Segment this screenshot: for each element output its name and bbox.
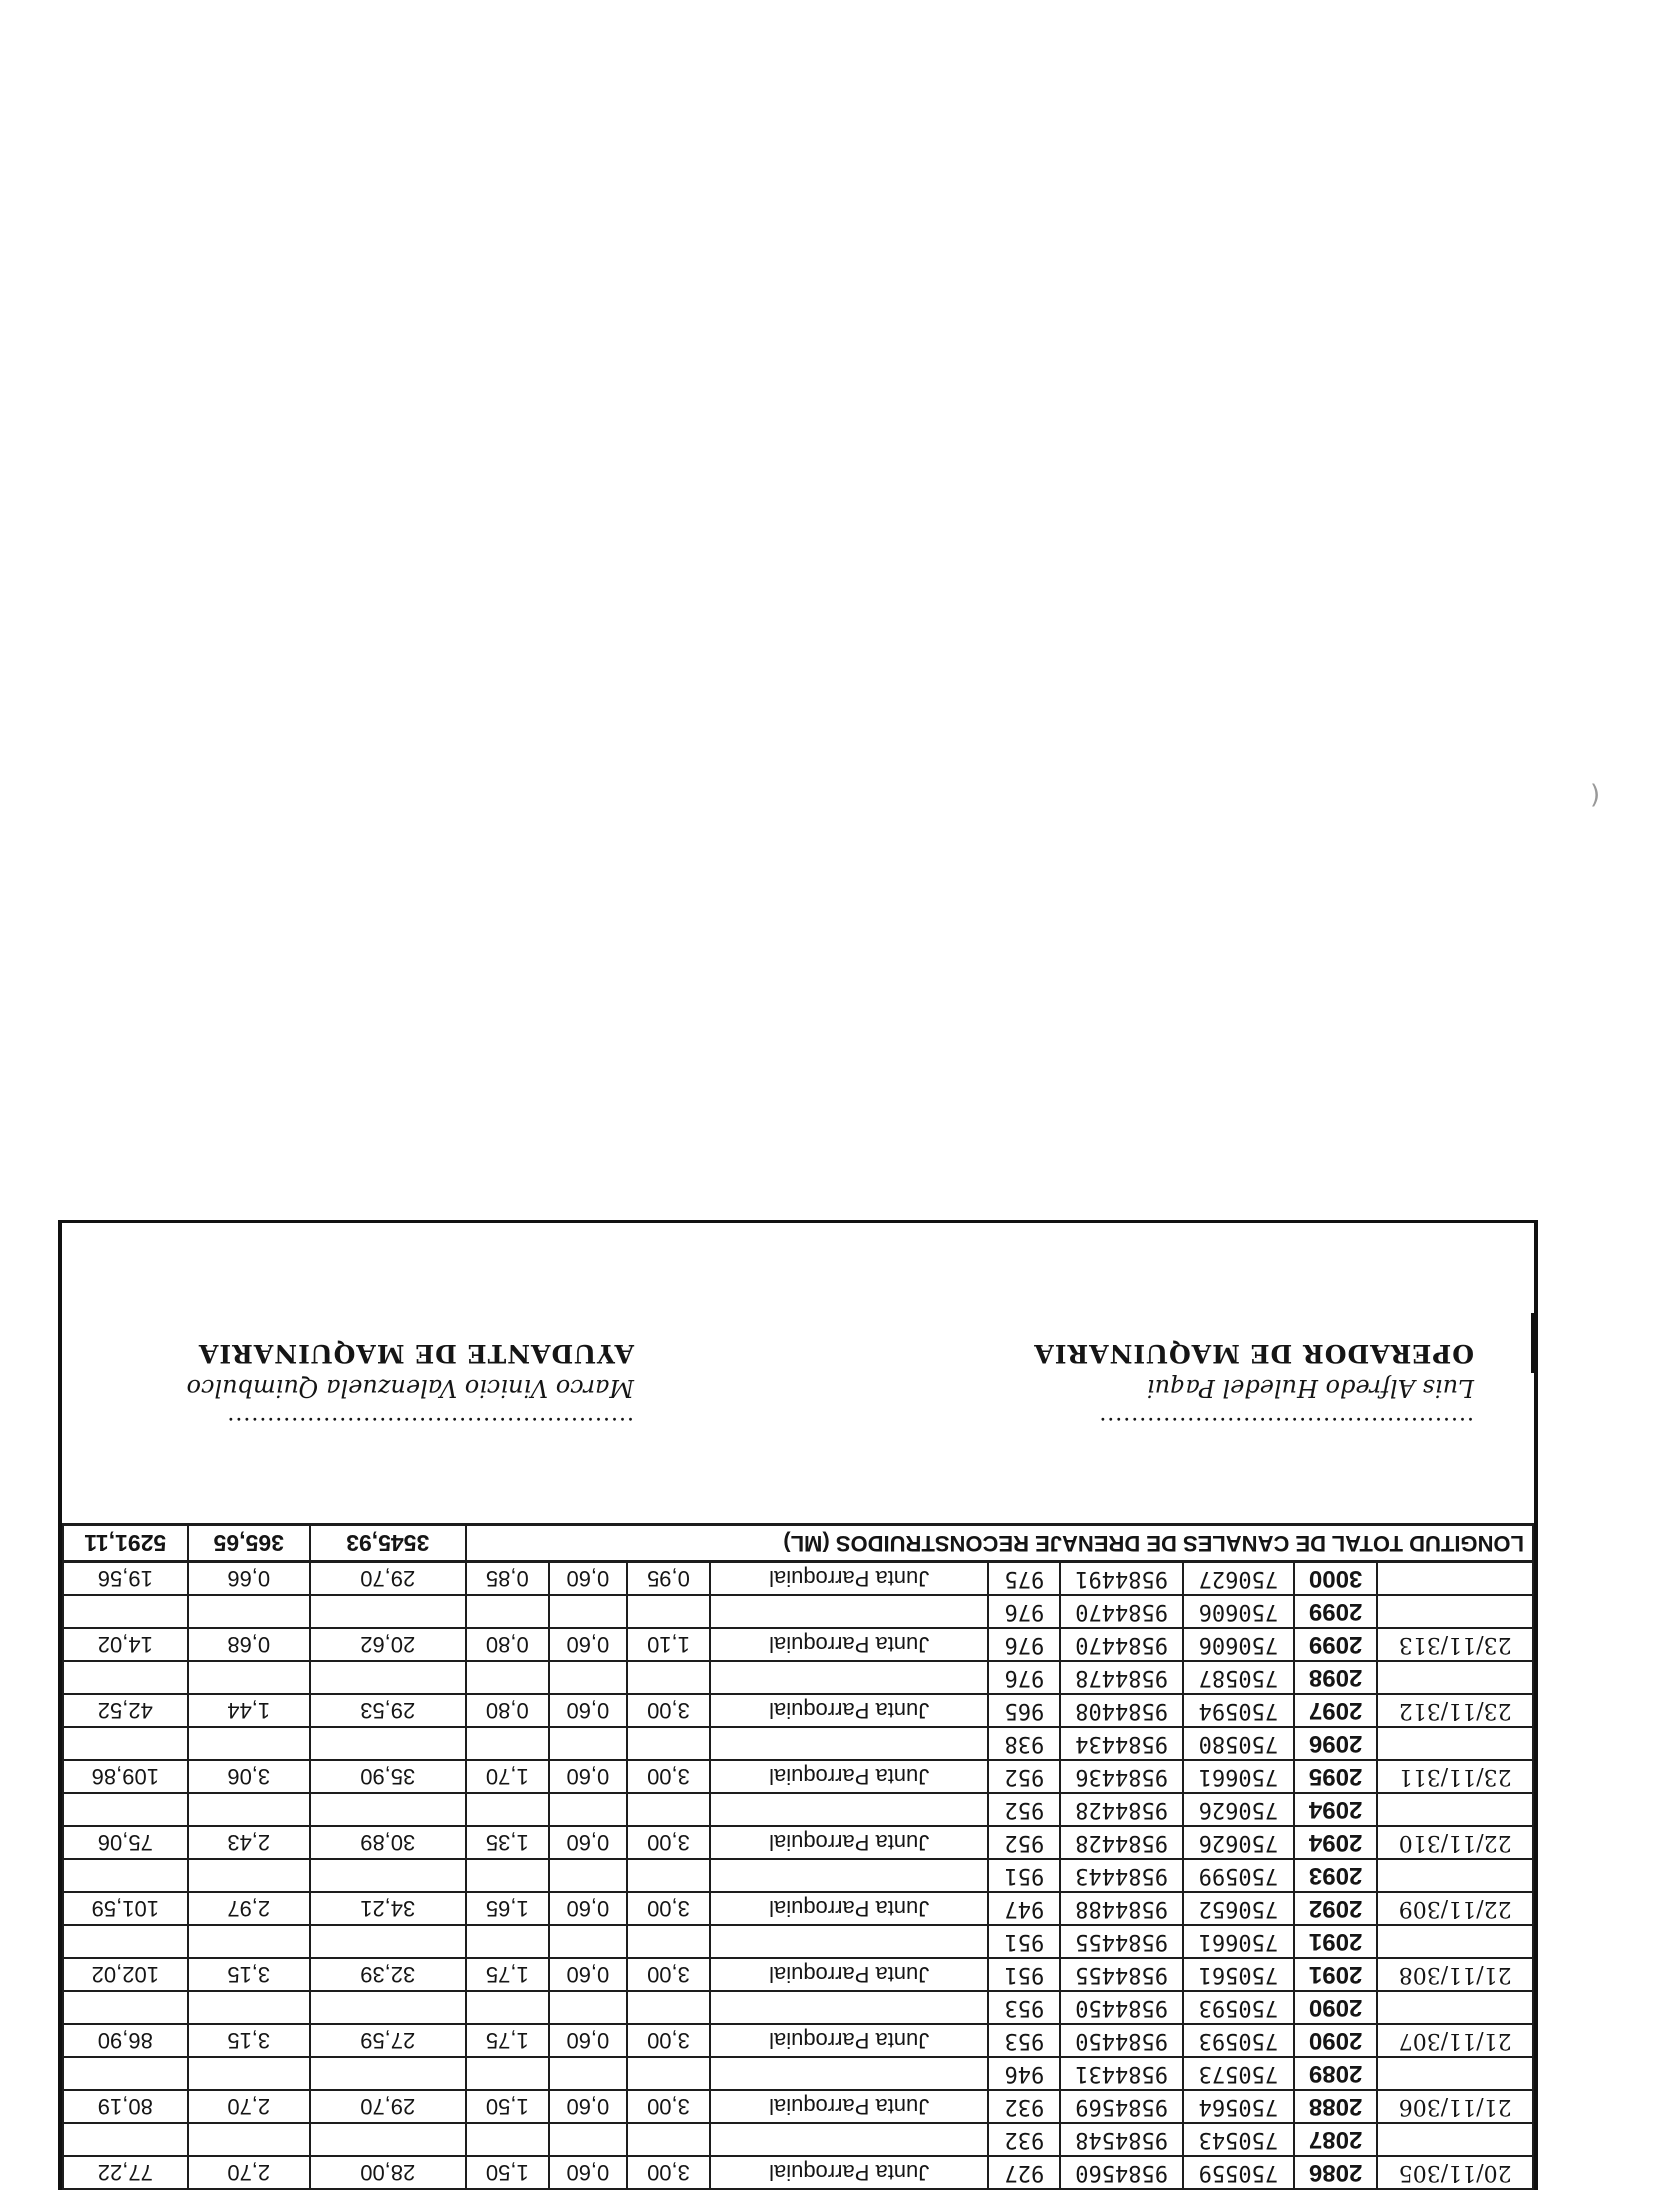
signature-assistant — [187, 1339, 634, 1437]
cell-length: 32,39 — [310, 1958, 466, 1991]
cell-elevation: 976 — [988, 1628, 1060, 1661]
cell-length: 34,21 — [310, 1892, 466, 1925]
cell-length: 30,89 — [310, 1826, 466, 1859]
cell-factor: 1,70 — [466, 1760, 549, 1793]
table-row — [63, 1925, 1533, 1958]
table-row — [63, 1859, 1533, 1892]
cell-factor: 1,50 — [466, 2156, 549, 2189]
cell-point-id: 2099 — [1294, 1595, 1377, 1628]
cell-area — [188, 1727, 310, 1760]
cell-width — [627, 1595, 710, 1628]
total-label: LONGITUD TOTAL DE CANALES DE DRENAJE RECONSTRUIDOS (ML) — [466, 1525, 1533, 1562]
cell-depth: 0,60 — [549, 2090, 627, 2123]
cell-depth — [549, 1859, 627, 1892]
cell-row-date: 23/11/313 — [1377, 1628, 1533, 1661]
cell-coord-y: 9584428 — [1060, 1826, 1182, 1859]
cell-depth: 0,60 — [549, 1628, 627, 1661]
cell-row-date: 22/11/309 — [1377, 1892, 1533, 1925]
table-row — [63, 1793, 1533, 1826]
cell-elevation: 965 — [988, 1694, 1060, 1727]
total-volume: 5291,11 — [63, 1525, 188, 1562]
cell-elevation: 953 — [988, 2024, 1060, 2057]
cell-width: 0,95 — [627, 1562, 710, 1596]
cell-area: 2,43 — [188, 1826, 310, 1859]
cell-elevation: 976 — [988, 1661, 1060, 1694]
cell-length — [310, 1727, 466, 1760]
cell-entity — [710, 1661, 988, 1694]
cell-row-date — [1377, 1562, 1533, 1596]
cell-length: 28,00 — [310, 2156, 466, 2189]
cell-area: 1,44 — [188, 1694, 310, 1727]
cell-area — [188, 1793, 310, 1826]
cell-length: 29,53 — [310, 1694, 466, 1727]
cell-elevation: 947 — [988, 1892, 1060, 1925]
cell-row-date: 21/11/306 — [1377, 2090, 1533, 2123]
cell-elevation: 976 — [988, 1595, 1060, 1628]
cell-length — [310, 1661, 466, 1694]
cell-factor: 0,85 — [466, 1562, 549, 1596]
cell-row-date — [1377, 1595, 1533, 1628]
cell-row-date — [1377, 2123, 1533, 2156]
cell-elevation: 953 — [988, 1991, 1060, 2024]
cell-row-date — [1377, 2057, 1533, 2090]
cell-coord-x: 750573 — [1183, 2057, 1294, 2090]
cell-width — [627, 1661, 710, 1694]
cell-coord-x: 750627 — [1183, 1562, 1294, 1596]
cell-coord-y: 9584450 — [1060, 1991, 1182, 2024]
table-row — [63, 2156, 1533, 2189]
cell-area: 2,70 — [188, 2090, 310, 2123]
cell-volume: 80,19 — [63, 2090, 188, 2123]
table-row — [63, 1595, 1533, 1628]
table-row — [63, 1892, 1533, 1925]
cell-width: 3,00 — [627, 1892, 710, 1925]
total-length: 3545,93 — [310, 1525, 466, 1562]
scanned-sheet — [58, 1170, 1538, 2190]
cell-elevation: 952 — [988, 1793, 1060, 1826]
cell-coord-y: 9584548 — [1060, 2123, 1182, 2156]
cell-area: 3,06 — [188, 1760, 310, 1793]
cell-depth: 0,60 — [549, 2024, 627, 2057]
cell-coord-x: 750661 — [1183, 1925, 1294, 1958]
cell-point-id: 2086 — [1294, 2156, 1377, 2189]
cell-area — [188, 2123, 310, 2156]
cell-area: 0,66 — [188, 1562, 310, 1596]
cell-entity — [710, 1925, 988, 1958]
cell-width — [627, 2057, 710, 2090]
cell-depth: 0,60 — [549, 2156, 627, 2189]
cell-volume — [63, 1661, 188, 1694]
cell-width: 3,00 — [627, 1760, 710, 1793]
cell-row-date: 20/11/305 — [1377, 2156, 1533, 2189]
cell-width — [627, 1859, 710, 1892]
cell-elevation: 951 — [988, 1859, 1060, 1892]
cell-row-date — [1377, 1661, 1533, 1694]
table-row — [63, 1694, 1533, 1727]
cell-length — [310, 1793, 466, 1826]
cell-depth — [549, 1793, 627, 1826]
cell-coord-x: 750661 — [1183, 1760, 1294, 1793]
cell-width — [627, 1991, 710, 2024]
cell-row-date: 23/11/312 — [1377, 1694, 1533, 1727]
cell-entity: Junta Parroquial — [710, 1892, 988, 1925]
cell-factor: 1,75 — [466, 2024, 549, 2057]
cell-entity: Junta Parroquial — [710, 1628, 988, 1661]
cell-elevation: 952 — [988, 1826, 1060, 1859]
assistant-name: Marco Vinicio Valenzuela Quimbulco — [186, 1374, 634, 1402]
cell-coord-x: 750564 — [1183, 2090, 1294, 2123]
cell-depth — [549, 2123, 627, 2156]
cell-coord-x: 750561 — [1183, 1958, 1294, 1991]
cell-row-date — [1377, 1991, 1533, 2024]
cell-factor: 0,80 — [466, 1628, 549, 1661]
margin-mark — [1531, 1313, 1536, 1373]
cell-area: 0,68 — [188, 1628, 310, 1661]
cell-coord-y: 9584569 — [1060, 2090, 1182, 2123]
signature-operator — [1033, 1339, 1474, 1437]
cell-entity: Junta Parroquial — [710, 2024, 988, 2057]
cell-area: 2,70 — [188, 2156, 310, 2189]
cell-width: 3,00 — [627, 2090, 710, 2123]
cell-row-date — [1377, 1925, 1533, 1958]
cell-entity — [710, 1595, 988, 1628]
cell-factor — [466, 1793, 549, 1826]
cell-coord-x: 750594 — [1183, 1694, 1294, 1727]
cell-entity — [710, 1859, 988, 1892]
cell-coord-x: 750599 — [1183, 1859, 1294, 1892]
cell-length — [310, 1859, 466, 1892]
cell-area — [188, 1859, 310, 1892]
cell-length: 35,90 — [310, 1760, 466, 1793]
cell-length — [310, 1595, 466, 1628]
cell-elevation: 975 — [988, 1562, 1060, 1596]
document-body — [58, 1220, 1538, 2190]
cell-coord-x: 750587 — [1183, 1661, 1294, 1694]
cell-coord-x: 750652 — [1183, 1892, 1294, 1925]
cell-elevation: 932 — [988, 2123, 1060, 2156]
cell-coord-y: 9584488 — [1060, 1892, 1182, 1925]
cell-length: 20,62 — [310, 1628, 466, 1661]
cell-volume: 102,02 — [63, 1958, 188, 1991]
cell-elevation: 946 — [988, 2057, 1060, 2090]
cell-depth: 0,60 — [549, 1958, 627, 1991]
drainage-table — [62, 1523, 1534, 2190]
cell-depth — [549, 2057, 627, 2090]
cell-coord-y: 9584434 — [1060, 1727, 1182, 1760]
cell-coord-y: 9584470 — [1060, 1628, 1182, 1661]
cell-depth: 0,60 — [549, 1562, 627, 1596]
cell-volume — [63, 1859, 188, 1892]
table-row — [63, 1562, 1533, 1596]
cell-area: 3,15 — [188, 1958, 310, 1991]
cell-row-date: 22/11/310 — [1377, 1826, 1533, 1859]
cell-width — [627, 2123, 710, 2156]
cell-depth: 0,60 — [549, 1892, 627, 1925]
cell-factor — [466, 2057, 549, 2090]
cell-point-id: 2096 — [1294, 1727, 1377, 1760]
cell-volume: 101,59 — [63, 1892, 188, 1925]
cell-point-id: 2089 — [1294, 2057, 1377, 2090]
cell-entity — [710, 2057, 988, 2090]
cell-coord-y: 9584491 — [1060, 1562, 1182, 1596]
cell-depth: 0,60 — [549, 1826, 627, 1859]
cell-depth: 0,60 — [549, 1694, 627, 1727]
cell-width: 1,10 — [627, 1628, 710, 1661]
cell-coord-x: 750559 — [1183, 2156, 1294, 2189]
cell-length — [310, 2123, 466, 2156]
cell-row-date — [1377, 1793, 1533, 1826]
cell-coord-x: 750606 — [1183, 1595, 1294, 1628]
cell-coord-y: 9584470 — [1060, 1595, 1182, 1628]
cell-depth — [549, 1595, 627, 1628]
cell-row-date: 21/11/307 — [1377, 2024, 1533, 2057]
cell-entity: Junta Parroquial — [710, 2156, 988, 2189]
cell-point-id: 2099 — [1294, 1628, 1377, 1661]
cell-coord-y: 9584455 — [1060, 1958, 1182, 1991]
cell-factor — [466, 1859, 549, 1892]
cell-area — [188, 1991, 310, 2024]
cell-area: 3,15 — [188, 2024, 310, 2057]
cell-coord-y: 9584436 — [1060, 1760, 1182, 1793]
cell-length — [310, 2057, 466, 2090]
table-body — [63, 1562, 1533, 2190]
cell-elevation: 952 — [988, 1760, 1060, 1793]
cell-point-id: 2092 — [1294, 1892, 1377, 1925]
cell-width: 3,00 — [627, 2024, 710, 2057]
cell-volume: 86,90 — [63, 2024, 188, 2057]
cell-coord-x: 750626 — [1183, 1826, 1294, 1859]
cell-point-id: 2091 — [1294, 1958, 1377, 1991]
cell-point-id: 2090 — [1294, 2024, 1377, 2057]
cell-coord-x: 750580 — [1183, 1727, 1294, 1760]
cell-point-id: 2095 — [1294, 1760, 1377, 1793]
cell-row-date — [1377, 1727, 1533, 1760]
total-row — [63, 1525, 1533, 1562]
cell-factor — [466, 1661, 549, 1694]
cell-area — [188, 1661, 310, 1694]
cell-point-id: 2093 — [1294, 1859, 1377, 1892]
cell-point-id: 2094 — [1294, 1826, 1377, 1859]
cell-width: 3,00 — [627, 1826, 710, 1859]
cell-volume: 14,02 — [63, 1628, 188, 1661]
cell-entity: Junta Parroquial — [710, 1760, 988, 1793]
cell-entity: Junta Parroquial — [710, 1958, 988, 1991]
cell-point-id: 2091 — [1294, 1925, 1377, 1958]
rotated-document — [58, 1170, 1538, 2190]
cell-factor — [466, 1991, 549, 2024]
cell-coord-y: 9584560 — [1060, 2156, 1182, 2189]
cell-coord-y: 9584450 — [1060, 2024, 1182, 2057]
cell-coord-x: 750593 — [1183, 2024, 1294, 2057]
cell-point-id: 2088 — [1294, 2090, 1377, 2123]
cell-depth — [549, 1925, 627, 1958]
cell-depth — [549, 1661, 627, 1694]
table-row — [63, 2024, 1533, 2057]
cell-row-date — [1377, 1859, 1533, 1892]
cell-volume — [63, 1925, 188, 1958]
cell-width — [627, 1727, 710, 1760]
cell-factor: 1,65 — [466, 1892, 549, 1925]
table-row — [63, 1991, 1533, 2024]
table-row — [63, 1826, 1533, 1859]
cell-point-id: 2087 — [1294, 2123, 1377, 2156]
cell-point-id: 2098 — [1294, 1661, 1377, 1694]
operator-name: Luis Alfredo Huledel Paqui — [1146, 1374, 1474, 1402]
cell-elevation: 951 — [988, 1958, 1060, 1991]
cell-volume — [63, 1793, 188, 1826]
cell-entity — [710, 1727, 988, 1760]
cell-depth: 0,60 — [549, 1760, 627, 1793]
cell-area — [188, 1925, 310, 1958]
cell-coord-y: 9584408 — [1060, 1694, 1182, 1727]
cell-area — [188, 2057, 310, 2090]
signature-line: ............................................... — [1098, 1412, 1474, 1437]
table-row — [63, 2057, 1533, 2090]
cell-volume — [63, 2057, 188, 2090]
cell-width: 3,00 — [627, 2156, 710, 2189]
cell-elevation: 938 — [988, 1727, 1060, 1760]
cell-elevation: 927 — [988, 2156, 1060, 2189]
operator-role: OPERADOR DE MAQUINARIA — [1033, 1339, 1474, 1368]
cell-factor — [466, 2123, 549, 2156]
cell-area — [188, 1595, 310, 1628]
cell-coord-y: 9584428 — [1060, 1793, 1182, 1826]
cell-volume: 109,86 — [63, 1760, 188, 1793]
cell-point-id: 2090 — [1294, 1991, 1377, 2024]
cell-factor — [466, 1727, 549, 1760]
cell-coord-x: 750543 — [1183, 2123, 1294, 2156]
cell-entity — [710, 2123, 988, 2156]
table-row — [63, 2090, 1533, 2123]
cell-length — [310, 1991, 466, 2024]
cell-entity: Junta Parroquial — [710, 1826, 988, 1859]
cell-width — [627, 1925, 710, 1958]
cell-entity: Junta Parroquial — [710, 2090, 988, 2123]
table-row — [63, 1628, 1533, 1661]
cell-entity — [710, 1793, 988, 1826]
cell-factor: 0,80 — [466, 1694, 549, 1727]
cell-volume: 19,56 — [63, 1562, 188, 1596]
cell-coord-x: 750626 — [1183, 1793, 1294, 1826]
cell-length: 29,70 — [310, 1562, 466, 1596]
total-area: 365,65 — [188, 1525, 310, 1562]
cell-volume — [63, 1727, 188, 1760]
cell-factor — [466, 1595, 549, 1628]
cell-width — [627, 1793, 710, 1826]
cell-depth — [549, 1727, 627, 1760]
cell-length: 29,70 — [310, 2090, 466, 2123]
cell-area: 2,97 — [188, 1892, 310, 1925]
cell-volume — [63, 2123, 188, 2156]
cell-entity: Junta Parroquial — [710, 1562, 988, 1596]
cell-elevation: 932 — [988, 2090, 1060, 2123]
signature-line: ................................................... — [226, 1412, 634, 1437]
cell-length — [310, 1925, 466, 1958]
cell-volume: 42,52 — [63, 1694, 188, 1727]
cell-coord-y: 9584431 — [1060, 2057, 1182, 2090]
cell-volume: 75,06 — [63, 1826, 188, 1859]
cell-volume — [63, 1991, 188, 2024]
cell-factor — [466, 1925, 549, 1958]
cell-length: 27,59 — [310, 2024, 466, 2057]
table-row — [63, 2123, 1533, 2156]
cell-factor: 1,50 — [466, 2090, 549, 2123]
cell-entity — [710, 1991, 988, 2024]
cell-point-id: 3000 — [1294, 1562, 1377, 1596]
cell-width: 3,00 — [627, 1958, 710, 1991]
cell-row-date: 23/11/311 — [1377, 1760, 1533, 1793]
cell-coord-y: 9584478 — [1060, 1661, 1182, 1694]
cell-row-date: 21/11/308 — [1377, 1958, 1533, 1991]
assistant-role: AYUDANTE DE MAQUINARIA — [198, 1339, 634, 1368]
cell-width: 3,00 — [627, 1694, 710, 1727]
cell-coord-x: 750606 — [1183, 1628, 1294, 1661]
cell-point-id: 2097 — [1294, 1694, 1377, 1727]
cell-factor: 1,35 — [466, 1826, 549, 1859]
cell-volume — [63, 1595, 188, 1628]
cell-elevation: 951 — [988, 1925, 1060, 1958]
cell-factor: 1,75 — [466, 1958, 549, 1991]
cell-volume: 77,22 — [63, 2156, 188, 2189]
cell-entity: Junta Parroquial — [710, 1694, 988, 1727]
scan-mark: ) — [1590, 780, 1601, 810]
cell-depth — [549, 1991, 627, 2024]
cell-coord-y: 9584455 — [1060, 1925, 1182, 1958]
cell-coord-x: 750593 — [1183, 1991, 1294, 2024]
cell-point-id: 2094 — [1294, 1793, 1377, 1826]
cell-coord-y: 9584443 — [1060, 1859, 1182, 1892]
table-row — [63, 1760, 1533, 1793]
table-row — [63, 1727, 1533, 1760]
table-row — [63, 1661, 1533, 1694]
signature-block — [62, 1220, 1534, 1523]
table-row — [63, 1958, 1533, 1991]
